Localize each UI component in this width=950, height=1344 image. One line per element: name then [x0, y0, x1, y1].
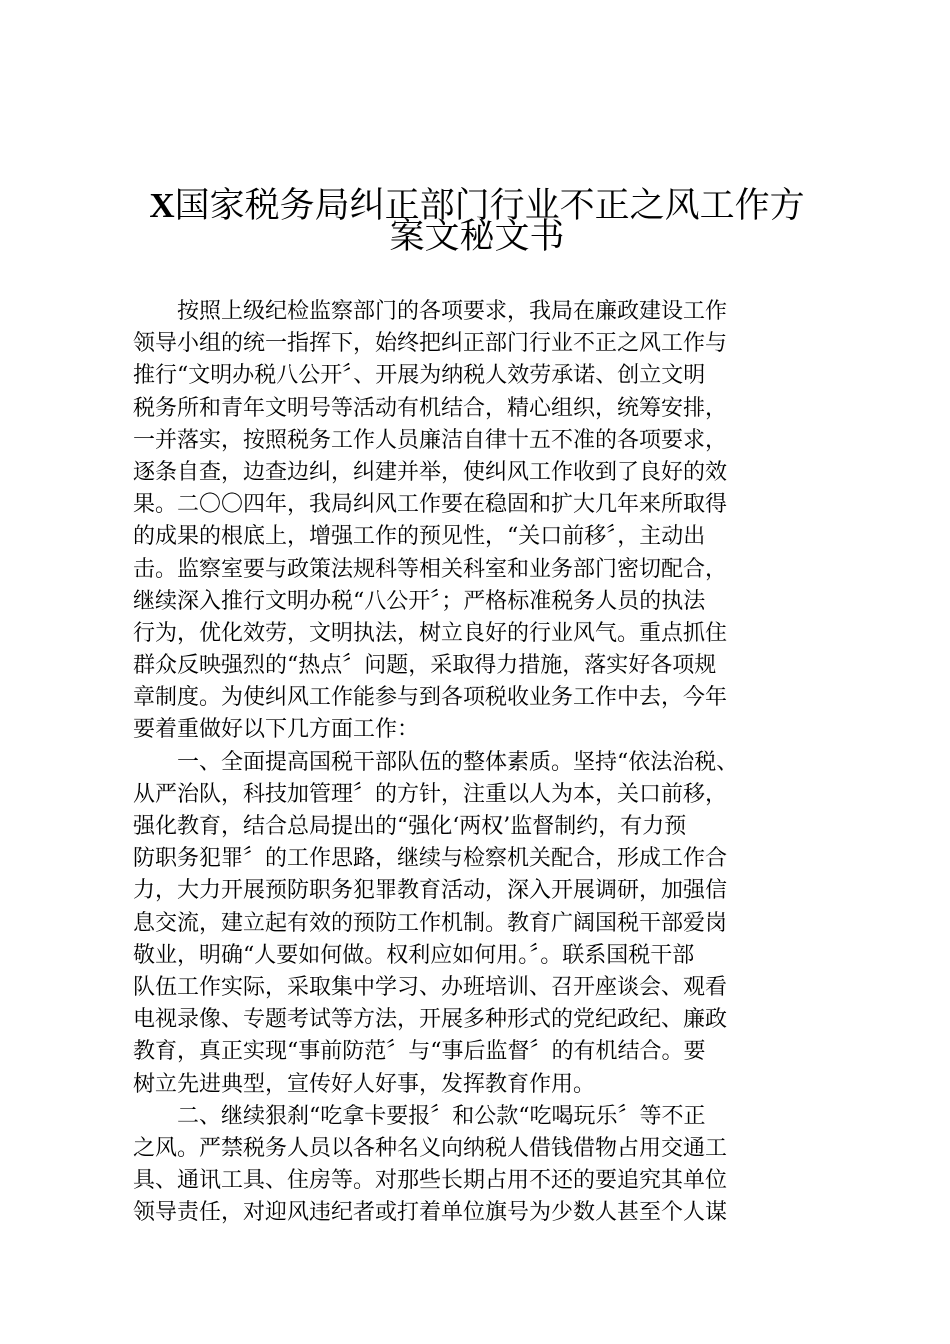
body-text-line: 息交流，建立起有效的预防工作机制。教育广阔国税干部爱岗 [133, 910, 728, 936]
body-text-line: 继续深入推行文明办税“八公开〞；严格标准税务人员的执法 [133, 588, 706, 614]
body-text-line: 领导责任，对迎风违纪者或打着单位旗号为少数人甚至个人谋 [133, 1200, 728, 1226]
title-text-1: 国家税务局纠正部门行业不正之风工作方 [174, 186, 805, 226]
title-letter-x: X [149, 186, 175, 225]
body-text-line: 二、继续狠刹“吃拿卡要报〞和公款“吃喝玩乐〞等不正 [133, 1103, 706, 1129]
body-text-line: 群众反映强烈的“热点〞问题，采取得力措施，落实好各项规 [133, 653, 717, 679]
body-text-line: 防职务犯罪〞的工作思路，继续与检察机关配合，形成工作合 [133, 846, 728, 872]
body-text-line: 要着重做好以下几方面工作： [133, 717, 420, 743]
body-text-line: 具、通讯工具、住房等。对那些长期占用不还的要追究其单位 [133, 1168, 728, 1194]
document-title-line-2: 案文秘文书 [389, 217, 565, 257]
body-text-line: 敬业，明确“人要如何做。权利应如何用。〞。联系国税干部 [133, 942, 695, 968]
body-text-line: 强化教育，结合总局提出的“强化‘两权’监督制约，有力预 [133, 814, 687, 839]
body-text-line: 果。二〇〇四年，我局纠风工作要在稳固和扩大几年来所取得 [133, 492, 728, 518]
body-text-line: 的成果的根底上，增强工作的预见性，“关口前移〞，主动出 [133, 524, 706, 550]
body-text-line: 队伍工作实际，采取集中学习、办班培训、召开座谈会、观看 [133, 974, 728, 1000]
body-text-line: 从严治队，科技加管理〞的方针，注重以人为本，关口前移， [133, 781, 728, 807]
body-text-line: 教育，真正实现“事前防范〞与“事后监督〞的有机结合。要 [133, 1039, 706, 1065]
body-text-line: 税务所和青年文明号等活动有机结合，精心组织，统筹安排， [133, 395, 728, 421]
body-text-line: 行为，优化效劳，文明执法，树立良好的行业风气。重点抓住 [133, 620, 728, 646]
body-text-line: 一、全面提高国税干部队伍的整体素质。坚持“依法治税、 [133, 749, 739, 775]
body-text-line: 章制度。为使纠风工作能参与到各项税收业务工作中去，今年 [133, 685, 728, 711]
document-body [133, 296, 823, 1229]
body-text-line: 之风。严禁税务人员以各种名义向纳税人借钱借物占用交通工 [133, 1135, 728, 1161]
body-text-line: 击。监察室要与政策法规科等相关科室和业务部门密切配合， [133, 556, 728, 582]
body-text-line: 一并落实，按照税务工作人员廉洁自律十五不准的各项要求， [133, 427, 728, 453]
body-text-line: 按照上级纪检监察部门的各项要求，我局在廉政建设工作 [133, 299, 728, 324]
body-text-line: 领导小组的统一指挥下，始终把纠正部门行业不正之风工作与 [133, 331, 728, 357]
body-text-line: 力，大力开展预防职务犯罪教育活动，深入开展调研，加强信 [133, 878, 728, 904]
body-text-line: 电视录像、专题考试等方法，开展多种形式的党纪政纪、廉政 [133, 1007, 728, 1033]
body-text-line: 逐条自查，边查边纠，纠建并举，使纠风工作收到了良好的效 [133, 459, 728, 485]
body-text-line: 树立先进典型，宣传好人好事，发挥教育作用。 [133, 1071, 596, 1097]
body-text-line: 推行“文明办税八公开〞、开展为纳税人效劳承诺、创立文明 [133, 363, 706, 389]
